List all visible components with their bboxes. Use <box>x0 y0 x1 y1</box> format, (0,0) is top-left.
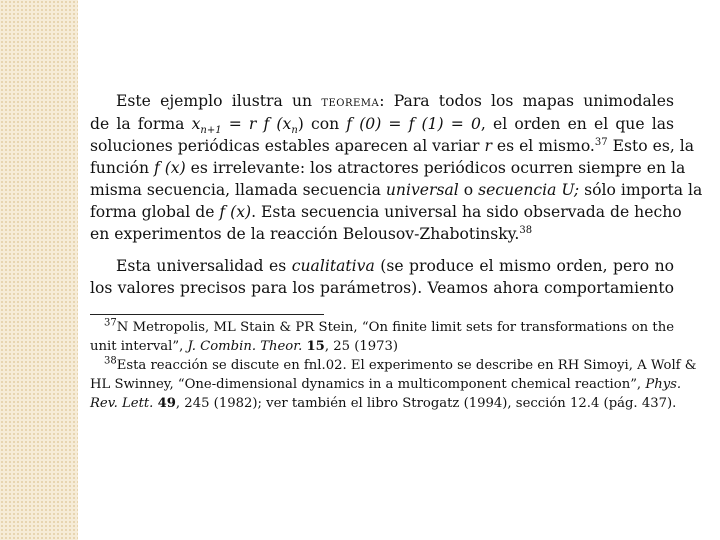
footnotes <box>90 317 697 413</box>
text-span: N Metropolis, ML Stain & PR Stein, “On finite limit sets for transformations on the <box>116 320 674 335</box>
text-span: sólo importa la <box>584 181 703 199</box>
text-span: ) con <box>297 115 340 133</box>
math-boundary-condition: f (0) = f (1) = 0 <box>346 115 481 133</box>
volume-number: 15 <box>306 339 325 354</box>
text-span: Esta universalidad es <box>116 257 287 275</box>
math-symbol: f (x) <box>153 159 186 177</box>
text-span: , 25 (1973) <box>324 339 399 354</box>
text-span: . Esta secuencia universal ha sido observada de hecho <box>251 203 682 221</box>
text-line <box>90 355 697 375</box>
text-line <box>90 318 674 337</box>
text-span: Esta reacción se discute en fnl.02. El experimento se describe en RH Simoyi, A Wolf & <box>116 358 697 373</box>
emphasis-text: secuencia U; <box>478 181 580 199</box>
text-span: Este ejemplo ilustra un <box>116 92 313 110</box>
journal-name: J. Combin. Theor. <box>187 339 303 354</box>
math-symbol: f (x) <box>219 203 252 221</box>
text-span: forma global de <box>90 203 215 221</box>
theorem-keyword: teorema <box>321 94 380 110</box>
decorative-side-pattern <box>0 0 78 540</box>
text-span: soluciones periódicas estables aparecen al variar <box>90 137 480 155</box>
text-line <box>90 255 674 277</box>
text-span: , el orden en el que las <box>480 115 674 133</box>
volume-number: 49 <box>157 396 176 411</box>
footnote-number: 37 <box>104 317 117 329</box>
text-line <box>90 394 677 413</box>
math-map-formula <box>191 115 298 137</box>
text-line <box>90 201 682 223</box>
paragraph-universality <box>90 255 674 299</box>
journal-name: Rev. Lett. <box>90 396 154 411</box>
text-line <box>90 90 674 113</box>
text-line <box>90 223 674 245</box>
footnote-number: 38 <box>104 355 117 367</box>
footnote-ref[interactable]: 37 <box>594 136 608 148</box>
text-span: misma secuencia, llamada secuencia <box>90 181 381 199</box>
document-body <box>90 90 703 411</box>
text-span: , 245 (1982); ver también el libro Strogatz (1994), sección 12.4 (pág. 437). <box>175 396 677 411</box>
text-span: de la forma <box>90 115 185 133</box>
emphasis-text: universal <box>385 181 459 199</box>
footnote-38 <box>90 355 697 413</box>
math-symbol: = r f (x <box>221 115 292 133</box>
text-span: función <box>90 159 150 177</box>
text-line: los valores precisos para los parámetros). Veamos ahora comportamiento <box>90 279 674 297</box>
footnote-ref[interactable]: 38 <box>519 224 533 236</box>
text-line <box>90 337 674 356</box>
text-line <box>90 375 682 394</box>
emphasis-text: cualitativa <box>291 257 375 275</box>
text-line <box>90 135 695 157</box>
paragraph-theorem <box>90 90 703 245</box>
text-span: Esto es, la <box>612 137 695 155</box>
math-symbol: r <box>484 137 492 155</box>
footnote-divider <box>90 314 324 315</box>
journal-name: Phys. <box>645 377 682 392</box>
text-span: o <box>463 181 474 199</box>
math-symbol: x <box>191 115 201 133</box>
text-span: unit interval”, <box>90 339 184 354</box>
math-subscript: n <box>291 125 298 137</box>
text-line <box>90 179 703 201</box>
text-span: en experimentos de la reacción Belousov-Zhabotinsky. <box>90 225 520 243</box>
text-line <box>90 157 686 179</box>
text-span: HL Swinney, “One-dimensional dynamics in a multicomponent chemical reaction”, <box>90 377 642 392</box>
text-span: es el mismo. <box>496 137 595 155</box>
math-subscript: n+1 <box>200 125 222 137</box>
text-span: : Para todos los mapas unimodales <box>379 92 674 110</box>
text-line <box>90 113 674 135</box>
footnote-37 <box>90 318 674 356</box>
text-span: (se produce el mismo orden, pero no <box>380 257 674 275</box>
text-span: es irrelevante: los atractores periódicos ocurren siempre en la <box>190 159 686 177</box>
